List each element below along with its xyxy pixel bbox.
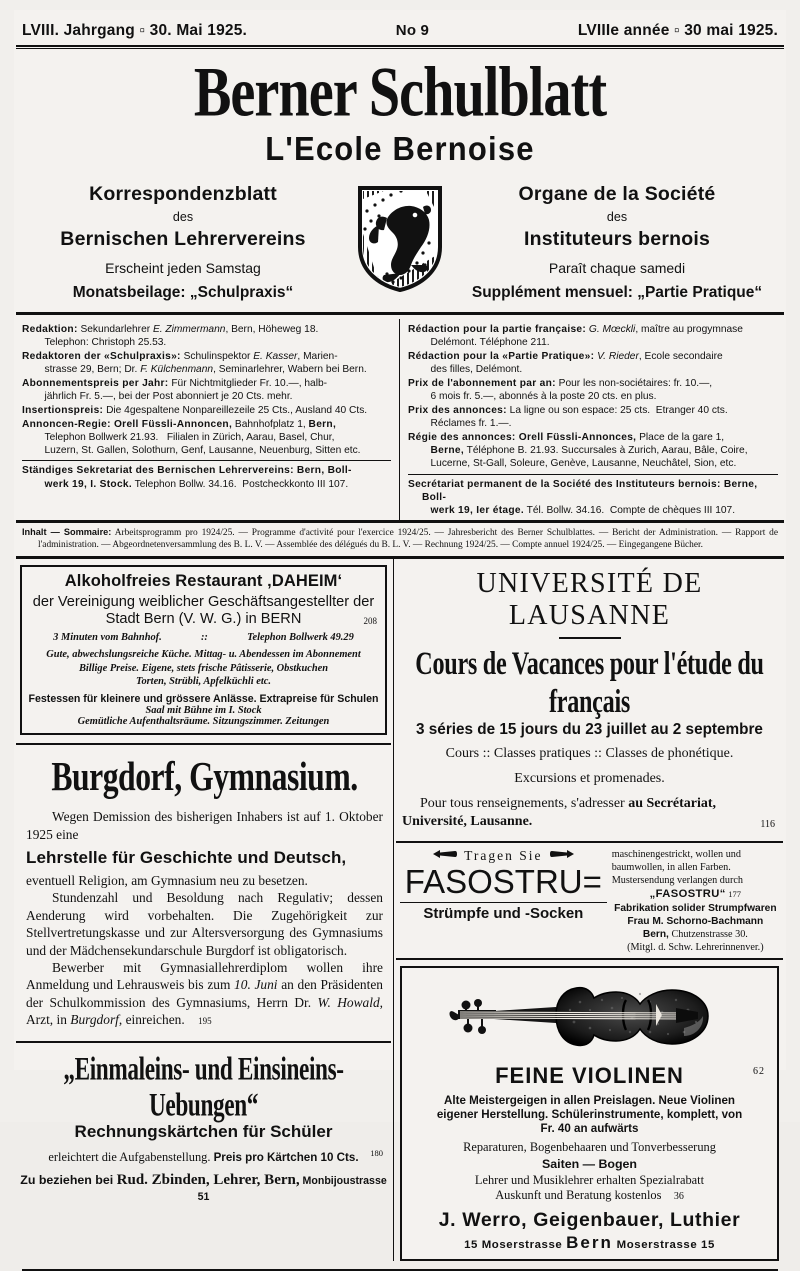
burgdorf-position-heading: Lehrstelle für Geschichte und Deutsch, [26,847,347,867]
violin-strings: Saiten — Bogen [541,1157,637,1172]
subhead-french-line4: Paraît chaque samedi [548,259,686,276]
violin-title [408,1063,771,1089]
daheim-rooms: Gemütliche Aufenthaltsräume. Sitzungszimmer. Zeitungen [77,716,330,728]
lausanne-address-line [402,814,777,830]
violin-advice-line [408,1188,771,1203]
einmaleins-desc: erleichtert die Aufgabenstellung. [48,1149,214,1164]
fasostru-brand-quoted: „FASOSTRU“ [649,888,726,901]
imprint-secretariat: Ständiges Sekretariat des Bernischen Lehrervereins: Bern, Boll- werk 19, I. Stock. Telephon Bollw. 34.16. Postcheckkonto III 107. [22,465,352,490]
fasostru-owner: Frau M. Schorno-Bachmann [627,915,764,927]
daheim-distance: 3 Minuten vom Bahnhof. [53,631,162,643]
daheim-phone: Telephon Bollwerk 49.29 [247,631,354,643]
einmaleins-price-line [20,1147,387,1165]
einmaleins-supplier-pre: Zu beziehen bei [20,1172,117,1187]
lausanne-course-title: Cours de Vacances pour l'étude du français [415,644,764,719]
violin-ad-number: 62 [753,1065,765,1077]
einmaleins-supplier-street: Monbijoustrasse 51 [197,1174,387,1203]
subhead-french-line3: Instituteurs bernois [523,227,711,250]
fasostru-city: Bern, [642,928,669,940]
ad-column-left [14,559,394,1262]
daheim-kitchen-1: Gute, abwechslungsreiche Küche. Mittag- u. Abendessen im Abonnement [46,648,361,660]
ad-divider-right-2 [396,958,783,960]
daheim-hall: Saal mit Bühne im I. Stock [145,705,262,717]
violin-ad-number-2: 36 [673,1191,684,1203]
ad-burgdorf-gymnasium[interactable] [14,745,393,1037]
issue-header-left: LVIII. Jahrgang ▫ 30. Mai 1925. [22,22,248,39]
ad-column-right [394,559,785,1262]
violin-desc-1: Alte Meistergeigen in allen Preislagen. Neue Violinen [443,1093,735,1107]
daheim-subtitle: der Vereinigung weiblicher Geschäftsangestellter der [32,593,375,610]
subhead-german-line2: des [172,209,194,224]
fasostru-tagline-row [400,848,607,864]
violin-repairs: Reparaturen, Bogenbehaaren und Tonverbesserung [463,1140,716,1155]
fasostru-products: Strümpfe und -Socken [423,904,584,922]
fasostru-r8: (Mitgl. d. Schw. Lehrerinnenver.) [627,941,764,953]
imprint-line: Insertionspreis: Die 4gespaltene Nonpareillezeile 25 Cts., Ausland 40 Cts. [22,404,368,416]
lausanne-title: UNIVERSITÉ DE LAUSANNE [476,567,703,631]
fasostru-brand-line [612,887,779,901]
fasostru-street: Chutzenstrasse 30. [668,928,748,940]
violin-illustration-icon [408,974,771,1061]
bern-coat-of-arms-bear-icon [352,183,448,293]
imprint-line: Prix de l'abonnement par an: Pour les non-sociétaires: fr. 10.—, 6 mois fr. 5.—, abonnés à la poste 20 cts. en plus. [408,377,713,403]
ad-einmaleins-uebungen[interactable] [14,1043,393,1209]
burgdorf-ad-number: 195 [198,1016,212,1027]
subhead-french [462,183,772,302]
pointing-hand-icon [433,848,457,864]
daheim-title: Alkoholfreies Restaurant ‚DAHEIM‘ [64,571,343,590]
imprint-line: Rédaction pour la partie française: G. Mœckli, maître au progymnase Delémont. Téléphone 211. [408,323,743,349]
burgdorf-paragraph-3: Stundenzahl und Besoldung nach Regulativ; dessen Aenderung wird vorbehalten. Die Zugehörigkeit zur Stellvertretungskasse und zur Altersversorgung des Gymnasiums und der Mädchensekundarschule Burgdorf ist obligatorisch. [26,890,383,958]
burgdorf-city: Burgdorf [70,1012,119,1028]
daheim-address-text: Stadt Bern (V. W. G.) in BERN [105,610,302,627]
contents-label: Inhalt — Sommaire: [22,526,112,537]
violin-address [408,1233,771,1253]
lausanne-info [402,795,777,814]
burgdorf-p4-d: , einreichen. [118,1012,185,1028]
imprint-line: Prix des annonces: La ligne ou son espace: 25 cts. Etranger 40 cts. Réclames fr. 1.—. [408,404,728,430]
violin-address-city: Bern [566,1233,613,1253]
violin-title-text: FEINE VIOLINEN [495,1062,684,1088]
burgdorf-paragraph-2: eventuell Religion, am Gymnasium neu zu besetzen. [26,872,308,888]
lausanne-address: Université, Lausanne. [402,814,533,830]
einmaleins-subtitle: Rechnungskärtchen für Schüler [74,1121,333,1141]
daheim-kitchen-3: Torten, Strübli, Apfelküchli etc. [136,676,271,688]
burgdorf-paragraph-1: Wegen Demission des bisherigen Inhabers ist auf 1. Oktober 1925 eine [26,809,383,842]
ad-restaurant-daheim[interactable] [20,565,387,735]
imprint-line: Redaktoren der «Schulpraxis»: Schulinspektor E. Kasser, Marien- strasse 29, Bern; Dr. F. Külchenmann, Seminarlehrer, Wabern bei Bern. [22,350,367,376]
burgdorf-p4-b: an den Präsidenten der Schulkommission des Gymnasiums, Herrn Dr. [26,977,383,1010]
subhead-german-line1: Korrespondenzblatt [89,182,277,205]
burgdorf-contact-name: W. Howald [317,994,380,1010]
page-sheet [14,10,786,1253]
imprint-line: Régie des annonces: Orell Füssli-Annonces, Place de la gare 1, Berne, Téléphone B. 21.93. Succursales à Zurich, Aarau, Bâle, Coire, Lucerne, St-Gall, Soleure, Genève, Lausanne, Neuchâtel, Sion, etc. [408,431,748,470]
pointing-hand-icon-2 [550,848,574,864]
lausanne-dates: 3 séries de 15 jours du 23 juillet au 2 septembre [416,720,763,738]
imprint-line: Annoncen-Regie: Orell Füssli-Annoncen, Bahnhofplatz 1, Bern, Telephon Bollwerk 21.93. Filialen in Zürich, Aarau, Basel, Chur, Luzern, St. Gallen, Solothurn, Genf, Lausanne, Neuenburg, Sitten etc. [22,418,361,457]
fasostru-r3: Mustersendung verlangen durch [611,875,743,887]
violin-maker-name: J. Werro, Geigenbauer, Luthier [438,1209,741,1232]
fasostru-manufacture: Fabrikation solider Strumpfwaren [614,902,777,914]
lausanne-rule [559,637,621,639]
page-title-french: L'Ecole Bernoise [265,129,535,168]
fasostru-brand: FASOSTRU= [404,863,602,901]
lausanne-classes: Cours :: Classes pratiques :: Classes de phonétique. [445,745,734,761]
imprint-secretariat: Secrétariat permanent de la Société des Instituteurs bernois: Berne, Boll- werk 19, Ier étage. Tél. Bollw. 34.16. Compte de chèques III 107. [408,478,758,517]
fasostru-left [400,848,607,954]
burgdorf-p4-a: Bewerber mit Gymnasiallehrerdiplom wollen ihre Anmeldung und Lehrausweis bis zum [26,960,383,993]
ad-werro-violins[interactable] [400,966,779,1261]
subhead-german-line4: Erscheint jeden Samstag [105,259,261,276]
ad-fasostru[interactable] [394,843,785,958]
fasostru-rule [400,902,607,903]
violin-address-right: Moserstrasse 15 [616,1239,715,1252]
imprint-line: Abonnementspreis per Jahr: Für Nichtmitglieder Fr. 10.—, halb- jährlich Fr. 5.—, bei der Post abonniert je 20 Cts. mehr. [22,377,328,403]
violin-desc [408,1094,771,1136]
subhead-german-line3: Bernischen Lehrervereins [60,227,306,250]
lausanne-secretariat: au Secrétariat, [628,796,717,812]
violin-address-left: 15 Moserstrasse [464,1239,563,1252]
burgdorf-deadline: 10. Juni [234,977,278,993]
einmaleins-ad-number: 180 [370,1147,383,1158]
einmaleins-price: Preis pro Kärtchen 10 Cts. [213,1150,359,1164]
imprint-german [14,319,400,520]
subhead-french-line5: Supplément mensuel: „Partie Pratique“ [471,283,763,301]
subhead-french-line1: Organe de la Société [518,182,716,205]
daheim-kitchen [28,648,379,689]
imprint-line: Rédaction pour la «Partie Pratique»: V. Rieder, Ecole secondaire des filles, Delémont. [408,350,723,376]
subhead-german-line5: Monatsbeilage: „Schulpraxis“ [72,283,294,301]
fasostru-r7 [612,928,779,941]
advertisements [14,559,786,1262]
violin-discount: Lehrer und Musiklehrer erhalten Spezialrabatt [474,1173,705,1188]
fasostru-ad-number: 177 [728,889,742,900]
imprint-line: Redaktion: Sekundarlehrer E. Zimmermann, Bern, Höheweg 18. Telephon: Christoph 25.53. [22,323,319,349]
fasostru-r1: maschinengestrickt, wollen und [611,849,741,861]
issue-header [14,10,786,45]
daheim-address [28,611,379,627]
einmaleins-supplier [20,1172,387,1203]
masthead-subhead [14,183,786,302]
fasostru-r6 [612,915,779,928]
einmaleins-title: „Einmaleins- und Einsineins-Uebungen“ [63,1051,344,1124]
daheim-banquets: Festessen für kleinere und grössere Anlässe. Extrapreise für Schulen [28,693,379,706]
daheim-kitchen-2: Billige Preise. Eigene, stets frische Pâtisserie, Obstkuchen [78,662,329,674]
violin-advice: Auskunft und Beratung kostenlos [495,1188,662,1203]
fasostru-r5 [612,902,779,915]
daheim-ad-number: 208 [363,615,377,626]
imprint-french [400,319,786,520]
burgdorf-p4-c: , Arzt, in [26,994,384,1028]
page-title-german: Berner Schulblatt [193,51,607,132]
lausanne-ad-number: 116 [760,819,775,831]
fasostru-right [607,848,779,954]
contents-text: Arbeitsprogramm pro 1924/25. — Programme d'activité pour l'exercice 1924/25. — Jahresbericht des Berner Schulblattes. — Bericht der Administration. — Rapport de l'administration. — Abgeordnetenversammlung des B. L. V. — Assemblée des délégués du B. L. V. — Rechnung 1924/25. — Compte annuel 1924/25. — Eingegangene Bücher. [38,527,779,551]
lausanne-excursions: Excursions et promenades. [514,770,665,786]
issue-number: No 9 [395,22,430,39]
fasostru-r2: baumwollen, in allen Farben. [611,862,731,874]
einmaleins-supplier-name: Rud. Zbinden, Lehrer, Bern, [116,1171,300,1188]
violin-desc-2: eigener Herstellung. Schülerinstrumente, komplett, von [436,1108,743,1122]
contents-summary [14,523,786,556]
ad-universite-lausanne[interactable] [394,559,785,837]
daheim-separator: :: [200,631,208,643]
fasostru-tagline: Tragen Sie [464,848,543,864]
imprint-block [14,315,786,520]
masthead [14,49,786,167]
violin-price: Fr. 40 an aufwärts [540,1122,639,1136]
subhead-french-line2: des [606,209,628,224]
daheim-transport [28,632,379,643]
issue-header-right: LVIIIe année ▫ 30 mai 1925. [577,22,778,39]
lausanne-info-pre: Pour tous renseignements, s'adresser [420,796,629,812]
burgdorf-title: Burgdorf, Gymnasium. [51,755,358,801]
subhead-german [28,183,338,302]
burgdorf-paragraph-4 [26,959,383,1029]
